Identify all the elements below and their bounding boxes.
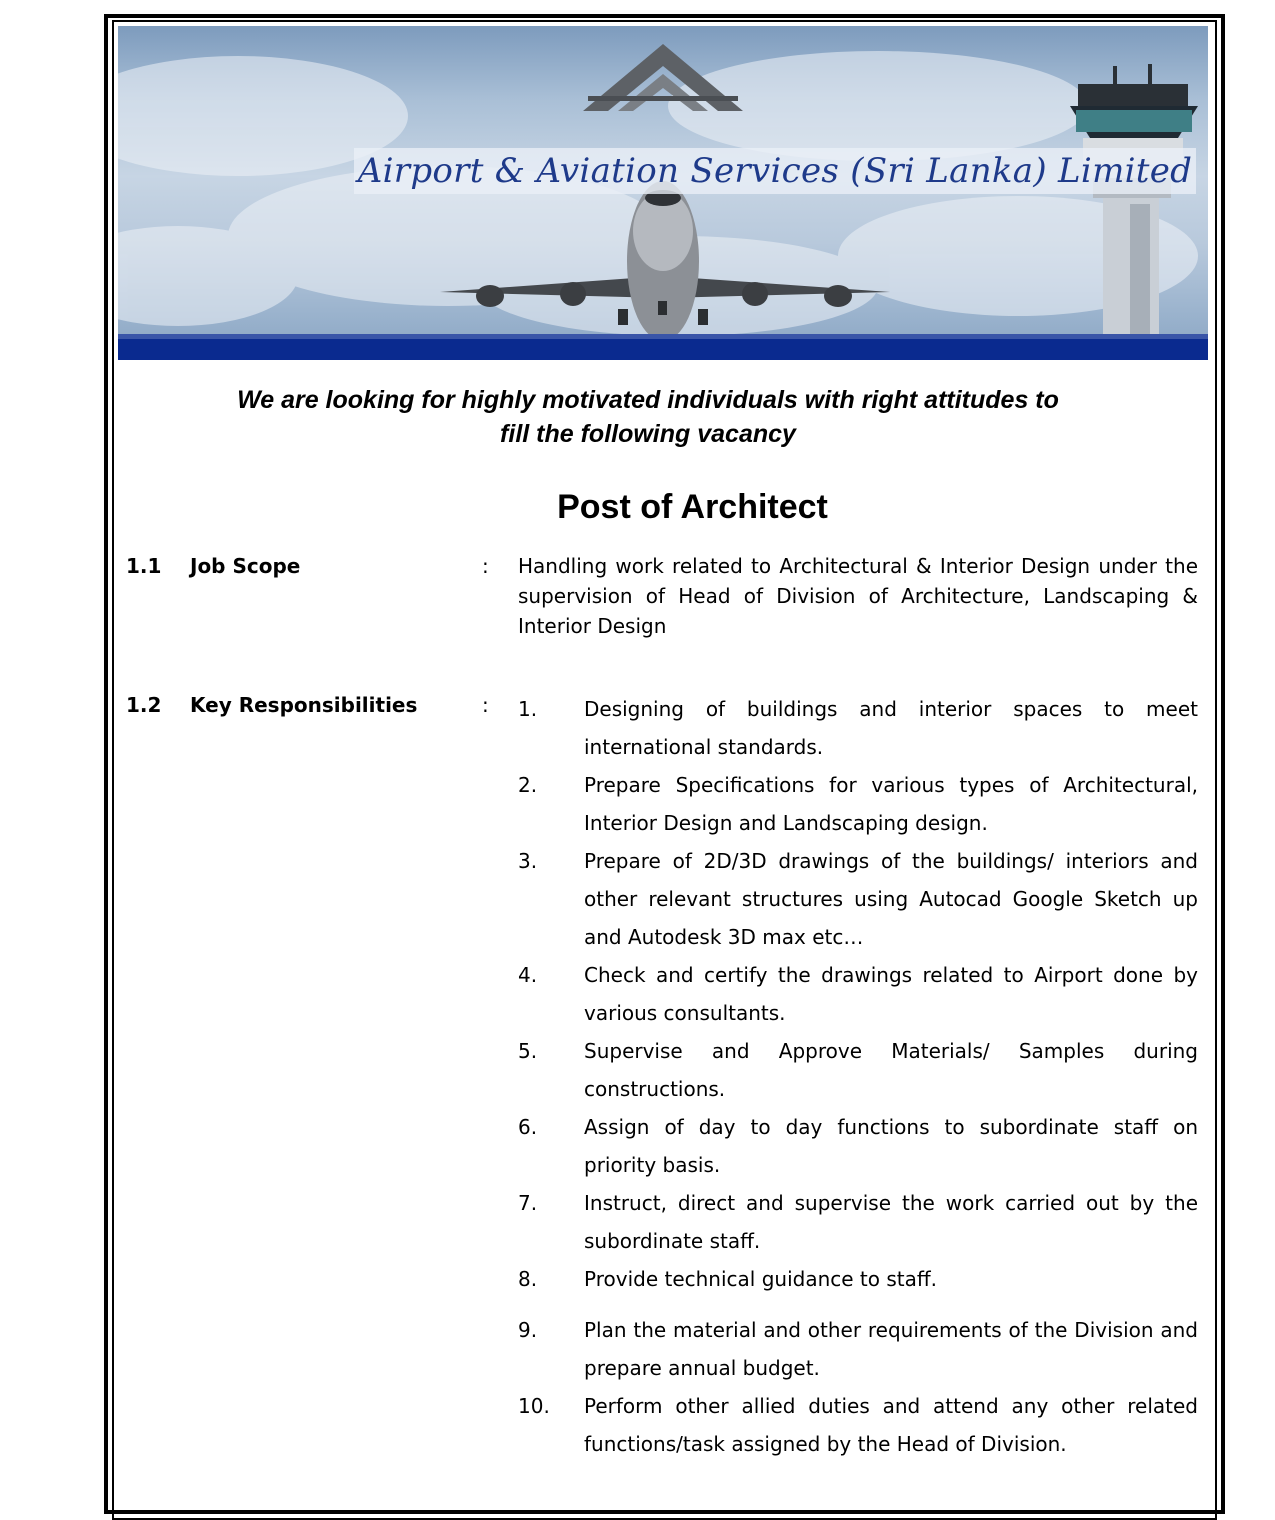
list-item	[518, 1184, 1198, 1260]
intro-line-2: fill the following vacancy	[500, 420, 796, 448]
section-number-job-scope: 1.1	[126, 554, 162, 578]
list-item-text: Instruct, direct and supervise the work carried out by the subordinate staff.	[584, 1191, 1198, 1253]
list-item-number: 6.	[518, 1115, 538, 1139]
list-item-text: Assign of day to day functions to subordinate staff on priority basis.	[584, 1115, 1198, 1177]
section-label-job-scope: Job Scope	[190, 554, 301, 578]
list-item-number: 1.	[518, 697, 538, 721]
list-item	[518, 766, 1198, 842]
list-item-number: 9.	[518, 1318, 538, 1342]
list-item-text: Plan the material and other requirements of the Division and prepare annual budget.	[584, 1318, 1198, 1380]
banner-stripe	[118, 338, 1208, 360]
intro-line-1: We are looking for highly motivated individuals with right attitudes to	[237, 386, 1059, 414]
list-item-text: Check and certify the drawings related to Airport done by various consultants.	[584, 963, 1198, 1025]
post-title: Post of Architect	[557, 488, 828, 526]
responsibilities-list	[518, 690, 1198, 1463]
job-scope-text: Handling work related to Architectural & Interior Design under the supervision of Head of Division of Architecture, Landscaping & Interior Design	[518, 554, 1198, 638]
section-colon: :	[482, 554, 489, 578]
list-item	[518, 1032, 1198, 1108]
company-name-plate	[354, 148, 1196, 194]
list-item-number: 10.	[518, 1394, 550, 1418]
list-item-number: 5.	[518, 1039, 538, 1063]
list-item-text: Designing of buildings and interior spaces to meet international standards.	[584, 697, 1198, 759]
list-item-number: 4.	[518, 963, 538, 987]
list-item	[518, 956, 1198, 1032]
list-item	[518, 1108, 1198, 1184]
list-item-text: Prepare Specifications for various types of Architectural, Interior Design and Landscaping design.	[584, 773, 1198, 835]
list-item-number: 7.	[518, 1191, 538, 1215]
intro-text	[150, 383, 1146, 451]
list-item	[518, 842, 1198, 956]
list-item-number: 8.	[518, 1267, 538, 1291]
list-item-text: Prepare of 2D/3D drawings of the buildings/ interiors and other relevant structures using Autocad Google Sketch up and Autodesk 3D max etc…	[584, 849, 1198, 949]
list-item-text: Perform other allied duties and attend any other related functions/task assigned by the Head of Division.	[584, 1394, 1198, 1456]
section-colon: :	[482, 693, 489, 717]
list-item-text: Supervise and Approve Materials/ Samples during constructions.	[584, 1039, 1198, 1101]
list-item-number: 2.	[518, 773, 538, 797]
list-item	[518, 1387, 1198, 1463]
list-item	[518, 1311, 1198, 1387]
list-item-number: 3.	[518, 849, 538, 873]
list-item	[518, 690, 1198, 766]
company-name: Airport & Aviation Services (Sri Lanka) Limited	[357, 151, 1193, 191]
list-item-text: Provide technical guidance to staff.	[584, 1267, 937, 1291]
header-banner	[118, 26, 1208, 360]
section-label-key-responsibilities: Key Responsibilities	[190, 693, 418, 717]
list-item	[518, 1260, 1198, 1298]
section-number-key-responsibilities: 1.2	[126, 693, 162, 717]
